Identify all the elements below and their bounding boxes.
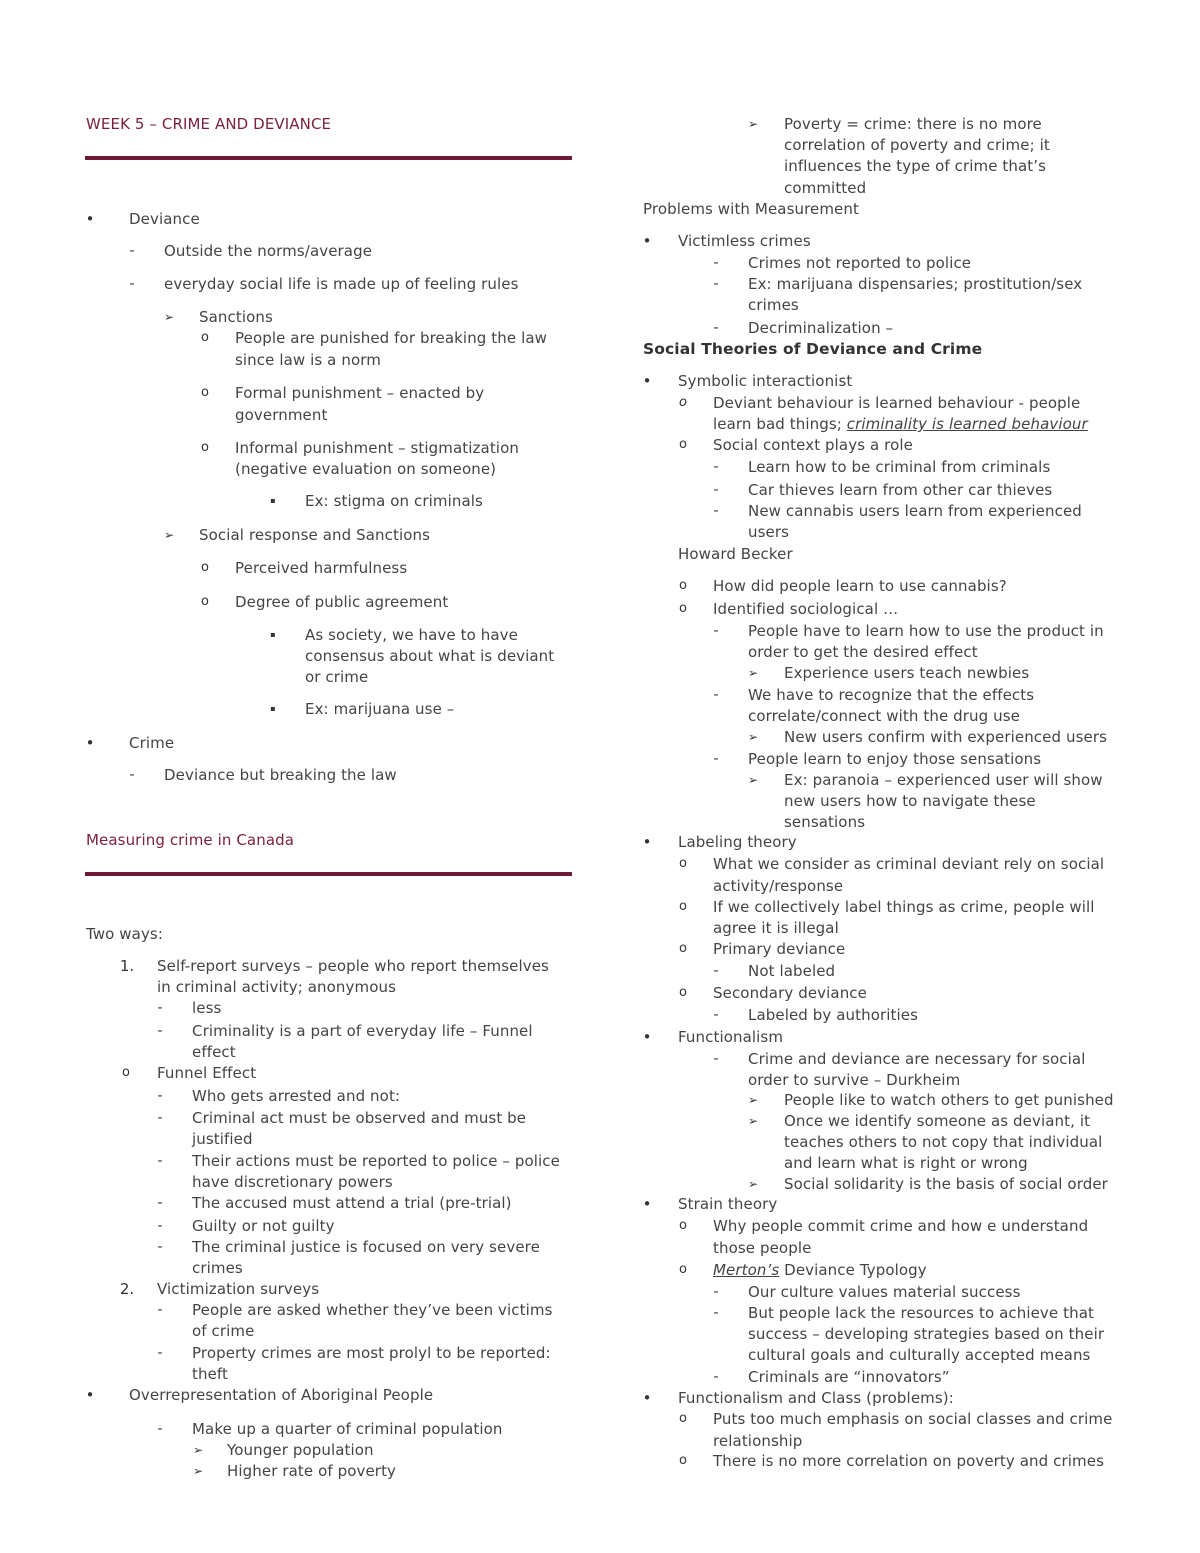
dash-icon: - [157,1421,163,1437]
typology-text: Deviance Typology [779,1261,927,1279]
list-item: Social solidarity is the basis of social order [784,1175,1108,1193]
list-item: What we consider as criminal deviant rely on social [713,855,1105,873]
list-item-cont: justified [192,1130,253,1148]
dash-icon: - [713,963,719,979]
circle-bullet-icon: o [679,395,687,410]
list-item: There is no more correlation on poverty and crimes [713,1452,1104,1470]
paragraph: Two ways: [86,925,163,943]
list-item: Identified sociological … [713,600,899,618]
page-title: WEEK 5 – CRIME AND DEVIANCE [86,115,332,133]
list-item [713,1260,927,1280]
list-item: Deviance [129,210,200,228]
list-item-cont: or crime [305,668,369,686]
list-item: People are punished for breaking the law [235,329,548,347]
dash-icon: - [713,1305,719,1321]
list-item: If we collectively label things as crime, people will [713,898,1095,916]
list-item: Sanctions [199,308,273,326]
learned-text: learn bad things; [713,415,847,433]
list-item-cont: crimes [192,1259,243,1277]
bullet-icon: • [85,1386,95,1404]
list-item: Crime and deviance are necessary for social [748,1050,1086,1068]
circle-bullet-icon: o [201,440,209,455]
list-item-cont: order to get the desired effect [748,643,978,661]
list-item-cont: teaches others to not copy that individual [784,1133,1103,1151]
list-item: Strain theory [678,1195,778,1213]
list-item: Formal punishment – enacted by [235,384,485,402]
list-item-cont: influences the type of crime that’s [784,157,1047,175]
list-item-cont: of crime [192,1322,255,1340]
bullet-icon: • [642,232,652,250]
list-item: Once we identify someone as deviant, it [784,1112,1091,1130]
bullet-icon: • [642,1028,652,1046]
list-item-cont: new users how to navigate these [784,792,1036,810]
paragraph: Problems with Measurement [643,200,859,218]
list-item-cont: agree it is illegal [713,919,839,937]
dash-icon: - [713,276,719,292]
dash-icon: - [713,1369,719,1385]
list-item-cont: and learn what is right or wrong [784,1154,1028,1172]
list-item: Car thieves learn from other car thieves [748,481,1053,499]
circle-bullet-icon: o [679,941,687,956]
dash-icon: - [129,767,135,783]
paragraph: Howard Becker [678,545,793,563]
list-item: The accused must attend a trial (pre-trial) [192,1194,512,1212]
dash-icon: - [713,320,719,336]
list-item: Make up a quarter of criminal population [192,1420,503,1438]
list-item: Labeling theory [678,833,797,851]
list-item: People have to learn how to use the product in [748,622,1104,640]
list-item: Outside the norms/average [164,242,373,260]
list-item: Primary deviance [713,940,846,958]
title-rule [85,156,572,160]
dash-icon: - [157,1088,163,1104]
arrow-icon: ➢ [747,730,759,744]
dash-icon: - [713,1051,719,1067]
list-item-cont: committed [784,179,867,197]
list-item: Deviance but breaking the law [164,766,397,784]
arrow-icon: ➢ [747,1093,759,1107]
bullet-icon: • [85,210,95,228]
arrow-icon: ➢ [747,773,759,787]
list-item: Self-report surveys – people who report themselves [157,957,549,975]
list-item: New cannabis users learn from experienced [748,502,1082,520]
arrow-icon: ➢ [163,310,175,324]
dash-icon: - [157,1000,163,1016]
dash-icon: - [713,1007,719,1023]
square-bullet-icon: ▪ [270,704,276,713]
dash-icon: - [713,687,719,703]
list-item: People learn to enjoy those sensations [748,750,1042,768]
list-item-cont: users [748,523,790,541]
list-item: Overrepresentation of Aboriginal People [129,1386,434,1404]
list-item: Our culture values material success [748,1283,1021,1301]
list-item-cont: order to survive – Durkheim [748,1071,961,1089]
dash-icon: - [157,1345,163,1361]
list-item-cont: success – developing strategies based on their [748,1325,1105,1343]
list-item-cont: activity/response [713,877,844,895]
list-item: Younger population [227,1441,374,1459]
list-item: Criminality is a part of everyday life – Funnel [192,1022,533,1040]
list-item: Guilty or not guilty [192,1217,335,1235]
dash-icon: - [157,1023,163,1039]
list-item: Secondary deviance [713,984,867,1002]
list-item: Property crimes are most prolyl to be reported: [192,1344,551,1362]
bullet-icon: • [642,1195,652,1213]
bullet-icon: • [642,833,652,851]
list-item: Criminal act must be observed and must be [192,1109,527,1127]
dash-icon: - [129,243,135,259]
dash-icon: - [157,1195,163,1211]
circle-bullet-icon: o [679,1453,687,1468]
list-item-cont: those people [713,1239,812,1257]
list-item: Experience users teach newbies [784,664,1030,682]
list-item: Why people commit crime and how e understand [713,1217,1089,1235]
list-item: Higher rate of poverty [227,1462,397,1480]
circle-bullet-icon: o [679,899,687,914]
number-marker: 1. [119,957,135,975]
circle-bullet-icon: o [679,601,687,616]
arrow-icon: ➢ [747,117,759,131]
list-item: But people lack the resources to achieve that [748,1304,1094,1322]
circle-bullet-icon: o [201,560,209,575]
list-item: Perceived harmfulness [235,559,408,577]
dash-icon: - [157,1239,163,1255]
list-item: Learn how to be criminal from criminals [748,458,1051,476]
circle-bullet-icon: o [679,985,687,1000]
list-item: Labeled by authorities [748,1006,919,1024]
square-bullet-icon: ▪ [270,630,276,639]
list-item: Who gets arrested and not: [192,1087,401,1105]
arrow-icon: ➢ [747,666,759,680]
list-item-cont [713,414,1088,434]
dash-icon: - [713,1284,719,1300]
list-item-cont: correlate/connect with the drug use [748,707,1020,725]
dash-icon: - [157,1302,163,1318]
list-item: Ex: stigma on criminals [305,492,483,510]
list-item-cont: have discretionary powers [192,1173,393,1191]
list-item-cont: effect [192,1043,236,1061]
list-item: Functionalism and Class (problems): [678,1389,954,1407]
list-item-cont: since law is a norm [235,351,381,369]
list-item: Deviant behaviour is learned behaviour - people [713,394,1081,412]
list-item: Puts too much emphasis on social classes and crime [713,1410,1113,1428]
list-item-cont: theft [192,1365,229,1383]
list-item: Social context plays a role [713,436,913,454]
arrow-icon: ➢ [747,1177,759,1191]
list-item: Decriminalization – [748,319,894,337]
circle-bullet-icon: o [201,594,209,609]
list-item: People are asked whether they’ve been victims [192,1301,553,1319]
dash-icon: - [129,276,135,292]
list-item: Their actions must be reported to police – police [192,1152,560,1170]
list-item: Functionalism [678,1028,784,1046]
list-item-cont: consensus about what is deviant [305,647,555,665]
list-item: Ex: marijuana dispensaries; prostitution/sex [748,275,1083,293]
bullet-icon: • [85,734,95,752]
circle-bullet-icon: o [679,1411,687,1426]
arrow-icon: ➢ [192,1464,204,1478]
list-item: Social response and Sanctions [199,526,431,544]
emphasis-text: criminality is learned behaviour [846,415,1088,433]
list-item: People like to watch others to get punished [784,1091,1114,1109]
list-item-cont: crimes [748,296,799,314]
dash-icon: - [713,623,719,639]
list-item: As society, we have to have [305,626,518,644]
circle-bullet-icon: o [679,1218,687,1233]
dash-icon: - [713,503,719,519]
list-item: Crime [129,734,175,752]
section-heading: Social Theories of Deviance and Crime [643,340,983,358]
arrow-icon: ➢ [192,1443,204,1457]
list-item: New users confirm with experienced users [784,728,1107,746]
list-item: How did people learn to use cannabis? [713,577,1007,595]
list-item: Not labeled [748,962,836,980]
circle-bullet-icon: o [679,1262,687,1277]
list-item-cont: correlation of poverty and crime; it [784,136,1050,154]
circle-bullet-icon: o [679,578,687,593]
list-item-cont: sensations [784,813,866,831]
list-item: We have to recognize that the effects [748,686,1035,704]
dash-icon: - [713,255,719,271]
list-item: less [192,999,222,1017]
list-item: Symbolic interactionist [678,372,853,390]
list-item-cont: in criminal activity; anonymous [157,978,397,996]
list-item: Ex: paranoia – experienced user will show [784,771,1103,789]
section-rule [85,872,572,876]
merton-name: Merton’s [713,1261,780,1279]
square-bullet-icon: ▪ [270,496,276,505]
list-item-cont: (negative evaluation on someone) [235,460,497,478]
list-item: Crimes not reported to police [748,254,972,272]
arrow-icon: ➢ [747,1114,759,1128]
circle-bullet-icon: o [201,385,209,400]
dash-icon: - [157,1218,163,1234]
circle-bullet-icon: o [122,1065,130,1080]
list-item: Victimization surveys [157,1280,320,1298]
list-item: The criminal justice is focused on very severe [192,1238,540,1256]
list-item: Ex: marijuana use – [305,700,455,718]
dash-icon: - [157,1110,163,1126]
number-marker: 2. [119,1280,135,1298]
list-item: everyday social life is made up of feeling rules [164,275,519,293]
list-item: Informal punishment – stigmatization [235,439,519,457]
bullet-icon: • [642,1389,652,1407]
dash-icon: - [157,1153,163,1169]
dash-icon: - [713,459,719,475]
circle-bullet-icon: o [201,330,209,345]
list-item: Degree of public agreement [235,593,449,611]
circle-bullet-icon: o [679,437,687,452]
list-item: Poverty = crime: there is no more [784,115,1042,133]
list-item: Victimless crimes [678,232,811,250]
section-heading: Measuring crime in Canada [86,831,295,849]
circle-bullet-icon: o [679,856,687,871]
list-item-cont: cultural goals and culturally accepted means [748,1346,1091,1364]
dash-icon: - [713,482,719,498]
bullet-icon: • [642,372,652,390]
list-item-cont: relationship [713,1432,803,1450]
arrow-icon: ➢ [163,528,175,542]
list-item: Funnel Effect [157,1064,257,1082]
list-item: Criminals are “innovators” [748,1368,950,1386]
list-item-cont: government [235,406,328,424]
dash-icon: - [713,751,719,767]
